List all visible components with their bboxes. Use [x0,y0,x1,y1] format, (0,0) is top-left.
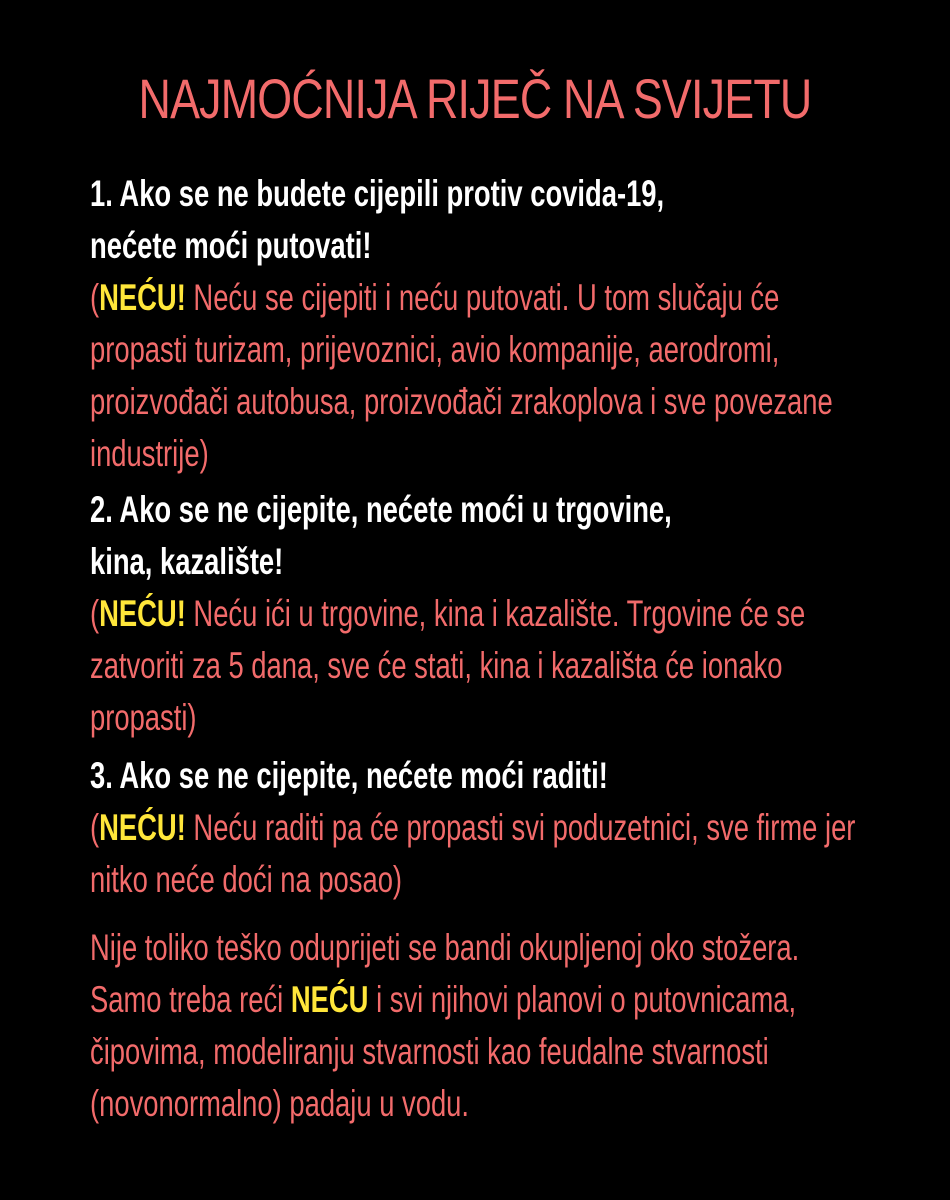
closing-highlight: NEĆU [290,979,369,1020]
item-2-body: Neću ići u trgovine, kina i kazalište. Trgovine će se zatvoriti za 5 dana, sve će stati, kina i kazališta će ionako propasti) [90,593,806,738]
item-1 [90,168,867,480]
item-3-heading-line-1: 3. Ako se ne cijepite, nećete moći raditi! [90,755,608,796]
closing-paragraph [90,922,867,1130]
item-1-body: Neću se cijepiti i neću putovati. U tom slučaju će propasti turizam, prijevoznici, avio kompanije, aerodromi, proizvođači autobusa, proizvođači zrakoplova i sve povezane industrije) [90,277,833,474]
item-1-highlight: NEĆU! [99,277,186,318]
item-2-highlight: NEĆU! [99,593,186,634]
item-1-heading-line-2: nećete moći putovati! [90,225,372,266]
item-2 [90,484,867,744]
item-3-paren-open: ( [90,807,100,848]
item-1-paren-open: ( [90,277,100,318]
closing-before: Nije toliko teško oduprijeti se bandi okupljenoj oko stožera. Samo treba reći [90,927,800,1020]
page-title: NAJMOĆNIJA RIJEČ NA SVIJETU [138,67,812,130]
item-2-paren-open: ( [90,593,100,634]
item-2-heading-line-2: kina, kazalište! [90,541,284,582]
item-3 [90,750,867,906]
item-1-heading-line-1: 1. Ako se ne budete cijepili protiv covida-19, [90,173,665,214]
item-3-highlight: NEĆU! [99,807,186,848]
closing-after: i svi njihovi planovi o putovnicama, čipovima, modeliranju stvarnosti kao feudalne stvarnosti (novonormalno) padaju u vodu. [90,979,797,1124]
item-2-heading-line-1: 2. Ako se ne cijepite, nećete moći u trgovine, [90,489,672,530]
item-3-body: Neću raditi pa će propasti svi poduzetnici, sve firme jer nitko neće doći na posao) [90,807,856,900]
